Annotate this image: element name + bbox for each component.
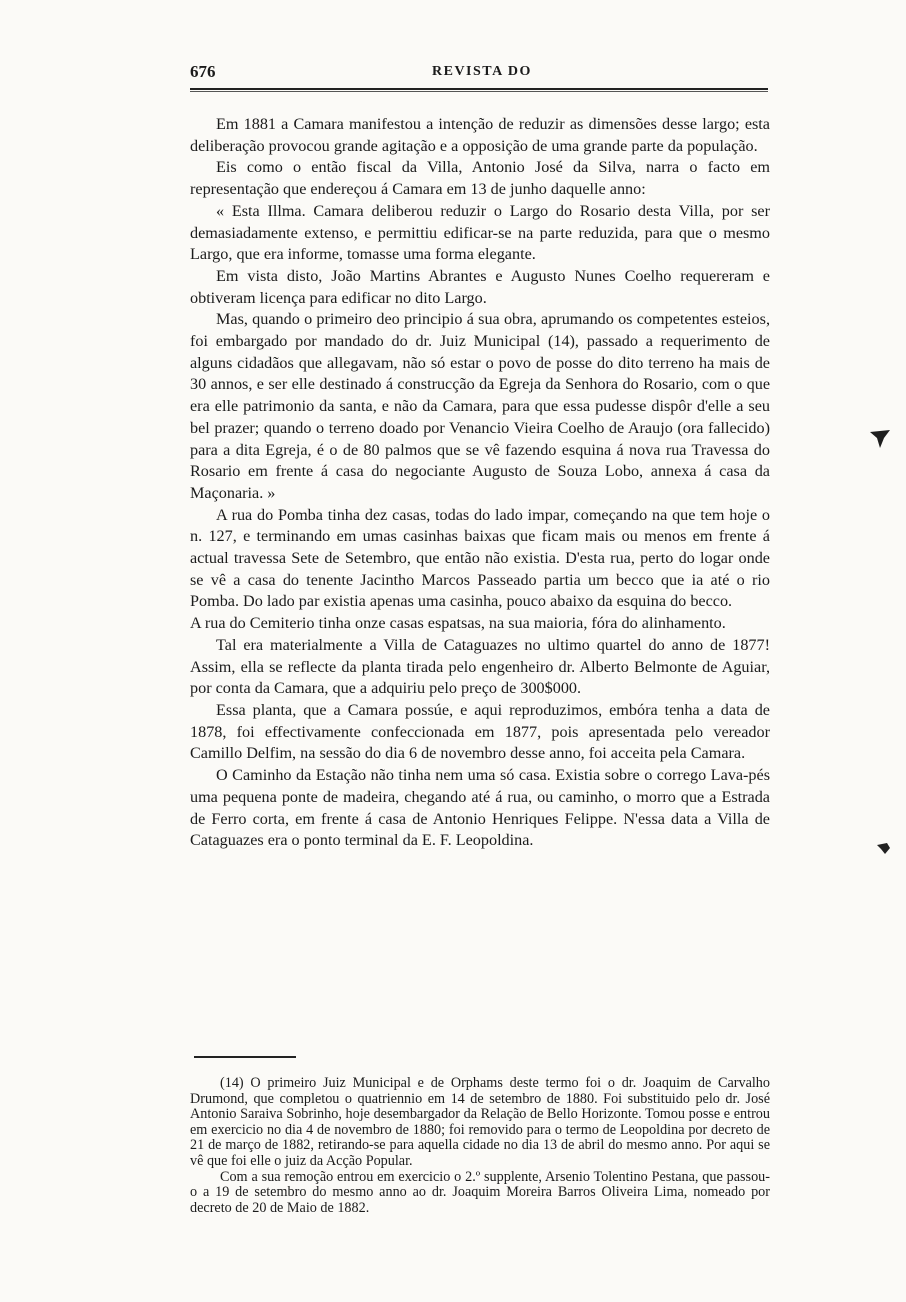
paragraph: O Caminho da Estação não tinha nem uma só casa. Existia sobre o corrego Lava-pés uma pequena ponte de madeira, chegando até á rua, ou caminho, o morro que a Estrada de Ferro corta, em frente á casa de Antonio Henriques Felippe. N'essa data a Villa de Cataguazes era o ponto terminal da E. F. Leopoldina.	[190, 766, 770, 850]
paragraph: « Esta Illma. Camara deliberou reduzir o Largo do Rosario desta Villa, por ser demasiadamente extenso, e permittiu edificar-se na parte reduzida, para que o mesmo Largo, que era informe, tomasse uma forma elegante.	[190, 201, 770, 264]
footnotes	[190, 1076, 770, 1216]
paragraph: A rua do Pomba tinha dez casas, todas do lado impar, começando na que tem hoje o n. 127, e terminando em umas casinhas baixas que ficam mais ou menos em frente á actual travessa Sete de Setembro, que então não existia. D'esta rua, perto do logar onde se vê a casa do tenente Jacintho Marcos Passeado partia um becco que ia até o rio Pomba. Do lado par existia apenas uma casinha, pouco abaixo da esquina do becco.	[190, 505, 770, 611]
footnote: Com a sua remoção entrou em exercicio o 2.º supplente, Arsenio Tolentino Pestana, que passou-o a 19 de setembro do mesmo anno ao dr. Joaquim Moreira Barros Oliveira Lima, nomeado por decreto de 20 de Maio de 1882.	[190, 1168, 770, 1216]
page-header	[190, 58, 768, 84]
paragraph: Essa planta, que a Camara possúe, e aqui reproduzimos, embóra tenha a data de 1878, foi effectivamente confeccionada em 1877, pois apresentada pelo vereador Camillo Delfim, na sessão do dia 6 de novembro desse anno, foi acceita pela Camara.	[190, 700, 770, 763]
paragraph: Eis como o então fiscal da Villa, Antonio José da Silva, narra o facto em representação que endereçou á Camara em 13 de junho daquelle anno:	[190, 158, 770, 199]
paragraph: Em vista disto, João Martins Abrantes e Augusto Nunes Coelho requereram e obtiveram licença para edificar no dito Largo.	[190, 266, 770, 307]
main-text	[190, 114, 770, 852]
paragraph: A rua do Cemiterio tinha onze casas espatsas, na sua maioria, fóra do alinhamento.	[190, 614, 726, 633]
footnote: (14) O primeiro Juiz Municipal e de Orphams deste termo foi o dr. Joaquim de Carvalho Drumond, que completou o quatriennio em 14 de setembro de 1880. Foi substituido pelo dr. José Antonio Saraiva Sobrinho, hoje desembargador da Relação de Bello Horizonte. Tomou posse e entrou em exercicio no dia 4 de novembro de 1880; foi removido para o termo de Leopoldina por decreto de 21 de março de 1882, retirando-se para aquella cidade no dia 13 de abril do mesmo anno. Por aqui se vê que foi elle o juiz da Acção Popular.	[190, 1075, 770, 1169]
page-number: 676	[190, 62, 216, 81]
running-title: REVISTA DO	[432, 64, 532, 79]
ink-blot-mark	[868, 428, 892, 455]
footnote-rule	[194, 1056, 296, 1058]
paragraph: Mas, quando o primeiro deo principio á sua obra, aprumando os competentes esteios, foi embargado por mandado do dr. Juiz Municipal (14), passado a requerimento de alguns cidadãos que allegavam, não só estar o povo de posse do dito terreno ha mais de 30 annos, e ser elle destinado á construcção da Egreja da Senhora do Rosario, com o que era elle patrimonio da santa, e não da Camara, para que essa pudesse dispôr d'elle a seu bel prazer; quando o terreno doado por Venancio Vieira Coelho de Araujo (ora fallecido) para a dita Egreja, é o de 80 palmos que se vê fazendo esquina á nova rua Travessa do Rosario em frente á casa do negociante Augusto de Souza Lobo, annexa á casa da Maçonaria. »	[190, 310, 770, 502]
header-rule	[190, 88, 768, 92]
paragraph: Em 1881 a Camara manifestou a intenção de reduzir as dimensões desse largo; esta deliberação provocou grande agitação e a opposição de uma grande parte da população.	[190, 115, 770, 155]
paragraph: Tal era materialmente a Villa de Cataguazes no ultimo quartel do anno de 1877! Assim, ella se reflecte da planta tirada pelo engenheiro dr. Alberto Belmonte de Aguiar, por conta da Camara, que a adquiriu pelo preço de 300$000.	[190, 635, 770, 698]
ink-speck-mark	[876, 842, 894, 861]
